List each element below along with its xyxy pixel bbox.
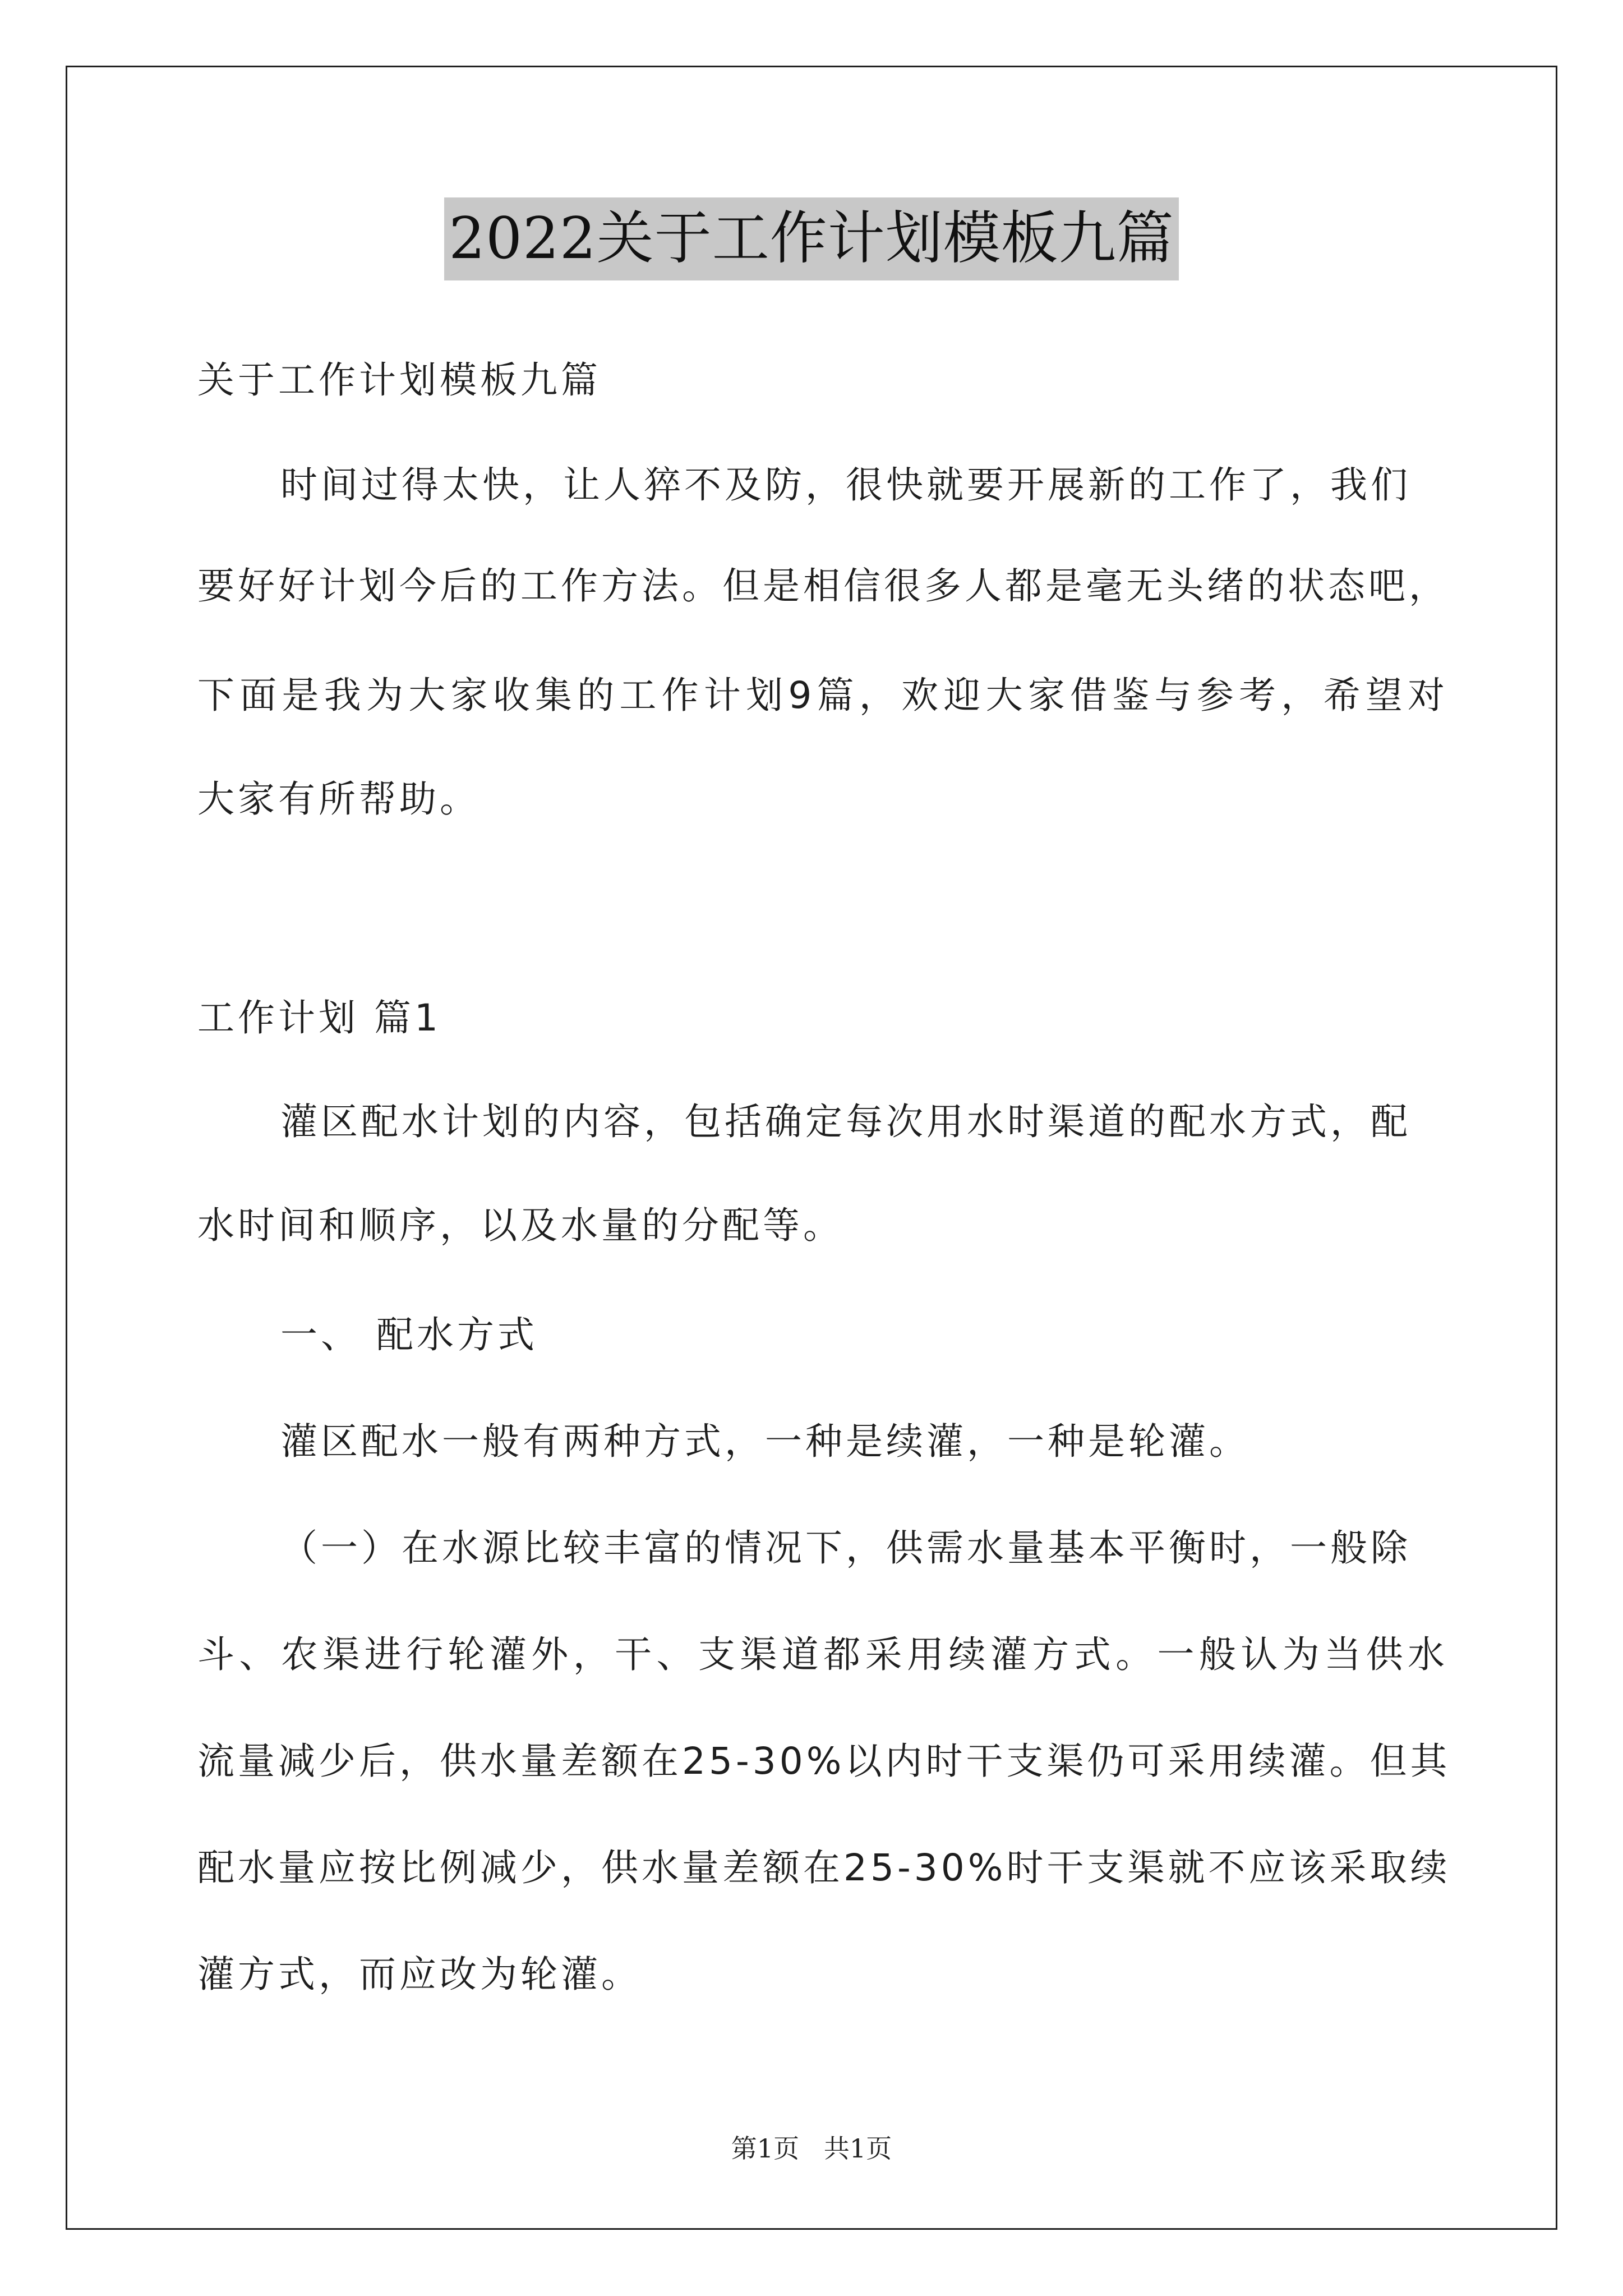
- paragraph-line: 配水量应按比例减少，供水量差额在25-30%时干支渠就不应该采取续: [197, 1846, 1451, 1889]
- intro-line: 大家有所帮助。: [197, 777, 480, 821]
- intro-line: 下面是我为大家收集的工作计划9篇，欢迎大家借鉴与参考，希望对: [197, 674, 1448, 717]
- paragraph-line: 水时间和顺序，以及水量的分配等。: [197, 1204, 843, 1247]
- intro-line: 要好好计划今后的工作方法。但是相信很多人都是毫无头绪的状态吧，: [197, 564, 1449, 608]
- paragraph-line: （一）在水源比较丰富的情况下，供需水量基本平衡时，一般除: [280, 1526, 1411, 1570]
- subheading-line: 一、 配水方式: [280, 1313, 538, 1356]
- document-subtitle: 关于工作计划模板九篇: [197, 358, 601, 402]
- section-heading: 工作计划 篇1: [197, 996, 441, 1039]
- paragraph-line: 灌区配水一般有两种方式，一种是续灌，一种是轮灌。: [280, 1420, 1249, 1463]
- paragraph-line: 灌方式，而应改为轮灌。: [197, 1953, 642, 1996]
- intro-line: 时间过得太快，让人猝不及防，很快就要开展新的工作了，我们: [280, 463, 1411, 507]
- paragraph-line: 灌区配水计划的内容，包括确定每次用水时渠道的配水方式，配: [280, 1100, 1411, 1143]
- document-title: 2022关于工作计划模板九篇: [444, 197, 1179, 280]
- paragraph-line: 流量减少后，供水量差额在25-30%以内时干支渠仍可采用续灌。但其: [197, 1740, 1451, 1783]
- paragraph-line: 斗、农渠进行轮灌外，干、支渠道都采用续灌方式。一般认为当供水: [197, 1633, 1448, 1676]
- page-indicator: 第1页 共1页: [731, 2133, 892, 2164]
- title-container: [0, 197, 1623, 280]
